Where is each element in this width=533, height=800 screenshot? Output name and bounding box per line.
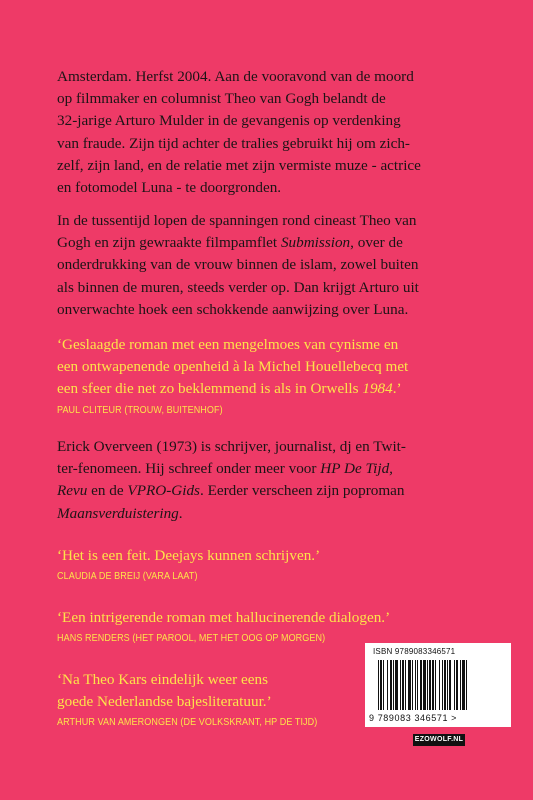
barcode-stripe <box>412 660 413 710</box>
barcode-stripe <box>395 660 398 710</box>
barcode-stripe <box>423 660 426 710</box>
barcode-stripe <box>462 660 465 710</box>
magazine-title: VPRO-Gids <box>127 482 200 500</box>
barcode-stripe <box>415 660 416 710</box>
barcode-stripe <box>390 660 392 710</box>
text-line: op filmmaker en columnist Theo van Gogh belandt de <box>57 90 386 108</box>
barcode-stripe <box>460 660 461 710</box>
magazine-title: Revu <box>57 482 88 500</box>
barcode-stripe <box>454 660 455 710</box>
isbn-digits: 9 789083 346571 > <box>369 713 458 723</box>
text-line <box>57 232 497 254</box>
text-line: als binnen de muren, steeds verder op. Dan krijgt Arturo uit <box>57 278 419 296</box>
quote-attribution: HANS RENDERS (HET PAROOL, MET HET OOG OP MORGEN) <box>57 632 326 645</box>
quote-attribution: CLAUDIA DE BREIJ (VARA LAAT) <box>57 570 198 583</box>
magazine-title: HP De Tijd, <box>320 460 393 478</box>
quote-line: ‘Het is een feit. Deejays kunnen schrijven.’ <box>57 547 321 564</box>
barcode-stripe <box>400 660 401 710</box>
barcode-stripe <box>408 660 411 710</box>
text-line: zelf, zijn land, en de relatie met zijn vermiste muze - actrice <box>57 156 421 174</box>
quote-line: ‘Geslaagde roman met een mengelmoes van cynisme en <box>57 336 399 353</box>
book-title: Maansverduistering <box>57 504 179 522</box>
synopsis-paragraph-2 <box>57 210 497 321</box>
publisher-logo: EZOWOLF.NL <box>413 734 465 746</box>
quote-segment: .’ <box>392 380 402 398</box>
barcode-stripe <box>380 660 382 710</box>
quote-attribution: ARTHUR VAN AMERONGEN (DE VOLKSKRANT, HP DE TIJD) <box>57 716 318 729</box>
text-segment: . <box>178 504 183 522</box>
isbn-label: ISBN 9789083346571 <box>373 647 456 656</box>
barcode-stripe <box>432 660 434 710</box>
review-quote-4 <box>57 669 357 731</box>
barcode-stripe <box>417 660 418 710</box>
text-segment: en de <box>87 482 128 500</box>
quote-attribution: PAUL CLITEUR (TROUW, BUITENHOF) <box>57 403 223 416</box>
text-line: onderdrukking van de vrouw binnen de islam, zowel buiten <box>57 256 419 274</box>
quote-segment: een sfeer die net zo beklemmend is als in Orwells <box>57 380 363 398</box>
quote-line: een ontwapenende openheid à la Michel Houellebecq met <box>57 358 409 376</box>
text-line: In de tussentijd lopen de spanningen rond cineast Theo van <box>57 212 417 229</box>
text-line <box>57 480 497 502</box>
barcode-stripe <box>456 660 458 710</box>
barcode-stripe <box>447 660 448 710</box>
text-line <box>57 458 497 480</box>
barcode-stripe <box>427 660 428 710</box>
review-quote-2 <box>57 545 497 585</box>
quote-line <box>57 378 497 400</box>
text-line: Erick Overveen (1973) is schrijver, journalist, dj en Twit- <box>57 438 406 455</box>
text-line: onverwachte hoek een schokkende aanwijzing over Luna. <box>57 300 409 318</box>
barcode-stripe <box>439 660 440 710</box>
barcode-stripe <box>405 660 406 710</box>
film-title: Submission <box>280 234 351 252</box>
barcode-stripe <box>442 660 443 710</box>
text-line: en fotomodel Luna - te doorgronden. <box>57 179 282 197</box>
barcode-stripe <box>402 660 404 710</box>
review-quote-1 <box>57 334 497 419</box>
synopsis-paragraph-1 <box>57 66 497 199</box>
quote-line: goede Nederlandse bajesliteratuur.’ <box>57 693 272 711</box>
text-segment: Gogh en zijn gewraakte filmpamflet <box>57 234 281 252</box>
text-line: 32-jarige Arturo Mulder in de gevangenis op verdenking <box>57 112 401 130</box>
barcode-stripe <box>466 660 467 710</box>
book-title: 1984 <box>362 380 393 398</box>
barcode-stripe <box>387 660 388 710</box>
barcode-stripe <box>444 660 446 710</box>
barcode-bars <box>378 660 498 710</box>
quote-line: ‘Na Theo Kars eindelijk weer eens <box>57 671 268 688</box>
barcode-stripe <box>435 660 436 710</box>
text-line: van fraude. Zijn tijd achter de tralies gebruikt hij om zich- <box>57 134 410 152</box>
barcode-stripe <box>420 660 422 710</box>
text-segment: . Eerder verscheen zijn poproman <box>199 482 405 500</box>
barcode-stripe <box>449 660 451 710</box>
text-segment: ter-fenomeen. Hij schreef onder meer voor <box>57 460 321 478</box>
text-line <box>57 503 497 525</box>
barcode-stripe <box>429 660 431 710</box>
barcode-stripe <box>383 660 384 710</box>
quote-line: ‘Een intrigerende roman met hallucinerende dialogen.’ <box>57 609 391 626</box>
barcode-stripe <box>393 660 394 710</box>
review-quote-3 <box>57 607 497 647</box>
author-bio <box>57 436 497 525</box>
text-line: Amsterdam. Herfst 2004. Aan de vooravond van de moord <box>57 68 414 85</box>
text-segment: , over de <box>350 234 403 252</box>
barcode-stripe <box>378 660 379 710</box>
isbn-barcode <box>365 643 511 727</box>
